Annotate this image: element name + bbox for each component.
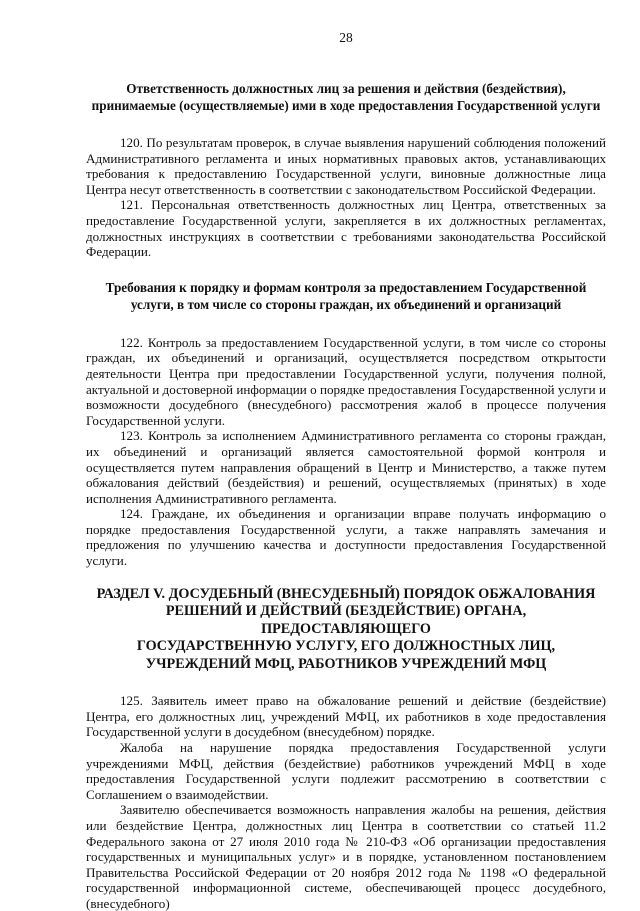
heading-control-requirements: [86, 279, 606, 313]
heading-line: Требования к порядку и формам контроля за предоставлением Государственной: [105, 279, 587, 295]
paragraph-124: 124. Граждане, их объединения и организации вправе получать информацию о порядке предоставления Государственной услуги, а также направлять замечания и предложения по улучшению качества и доступности предоставления Государственной услуги.: [86, 506, 606, 569]
heading-line: Ответственность должностных лиц за решения и действия (бездействия),: [126, 81, 566, 96]
paragraph-120: 120. По результатам проверок, в случае выявления нарушений соблюдения положений Административного регламента и иных нормативных правовых актов, устанавливающих требования к предоставлению Государственной услуги, виновные должностные лица Центра несут ответственность в соответствии с законодательством Российской Федерации.: [86, 135, 606, 197]
heading-line: принимаемые (осуществляемые) ими в ходе предоставления Государственной услуги: [91, 98, 601, 113]
section-heading-line: РАЗДЕЛ V. ДОСУДЕБНЫЙ (ВНЕСУДЕБНЫЙ) ПОРЯДОК ОБЖАЛОВАНИЯ: [96, 585, 596, 602]
section-heading-line: УЧРЕЖДЕНИЙ МФЦ, РАБОТНИКОВ УЧРЕЖДЕНИЙ МФЦ: [145, 655, 547, 672]
section-heading-line: ГОСУДАРСТВЕННУЮ УСЛУГУ, ЕГО ДОЛЖНОСТНЫХ ЛИЦ,: [136, 638, 556, 655]
heading-responsibility: [86, 80, 606, 114]
paragraph-123: 123. Контроль за исполнением Административного регламента со стороны граждан, их объединений и организаций является самостоятельной формой контроля и осуществляется путем направления обращений в Центр и Министерство, а также путем обжалования действий (бездействия) и решений, осуществляемых (принятых) в ходе исполнения Административного регламента.: [86, 428, 606, 506]
paragraph-122: 122. Контроль за предоставлением Государственной услуги, в том числе со стороны граждан, их объединений и организаций, осуществляется посредством открытости деятельности Центра при предоставлении Государственной услуги, получения полной, актуальной и достоверной информации о порядке предоставления Государственной услуги и возможности досудебного (внесудебного) рассмотрения жалоб в процессе получения Государственной услуги.: [86, 334, 606, 428]
section-v-heading: [86, 586, 606, 674]
paragraph-121: 121. Персональная ответственность должностных лиц Центра, ответственных за предоставление Государственной услуги, закрепляется в их должностных регламентах, должностных инструкциях в соответствии с требованиями законодательства Российской Федерации.: [86, 197, 606, 260]
paragraph-complaint-channels: Заявителю обеспечивается возможность направления жалобы на решения, действия или бездействие Центра, должностных лиц Центра в соответствии со статьей 11.2 Федерального закона от 27 июля 2010 года № 210-ФЗ «Об организации предоставления государственных и муниципальных услуг» и в порядке, установленном постановлением Правительства Российской Федерации от 20 ноября 2012 года № 1198 «О федеральной государственной информационной системе, обеспечивающей процесс досудебного, (внесудебного): [86, 802, 606, 911]
page-number: 28: [339, 30, 353, 45]
section-heading-line: РЕШЕНИЙ И ДЕЙСТВИЙ (БЕЗДЕЙСТВИЕ) ОРГАНА, ПРЕДОСТАВЛЯЮЩЕГО: [165, 603, 527, 637]
paragraph-125: 125. Заявитель имеет право на обжалование решений и действие (бездействие) Центра, его должностных лиц, учреждений МФЦ, их работников в ходе предоставления Государственной услуги в досудебном (внесудебном) порядке.: [86, 693, 606, 740]
heading-line: услуги, в том числе со стороны граждан, их объединений и организаций: [130, 296, 562, 312]
paragraph-complaint-mfc: Жалоба на нарушение порядка предоставления Государственной услуги учреждениями МФЦ, действия (бездействие) работников учреждений МФЦ в ходе предоставления Государственной услуги подлежит рассмотрению в соответствии с Соглашением о взаимодействии.: [86, 739, 606, 802]
